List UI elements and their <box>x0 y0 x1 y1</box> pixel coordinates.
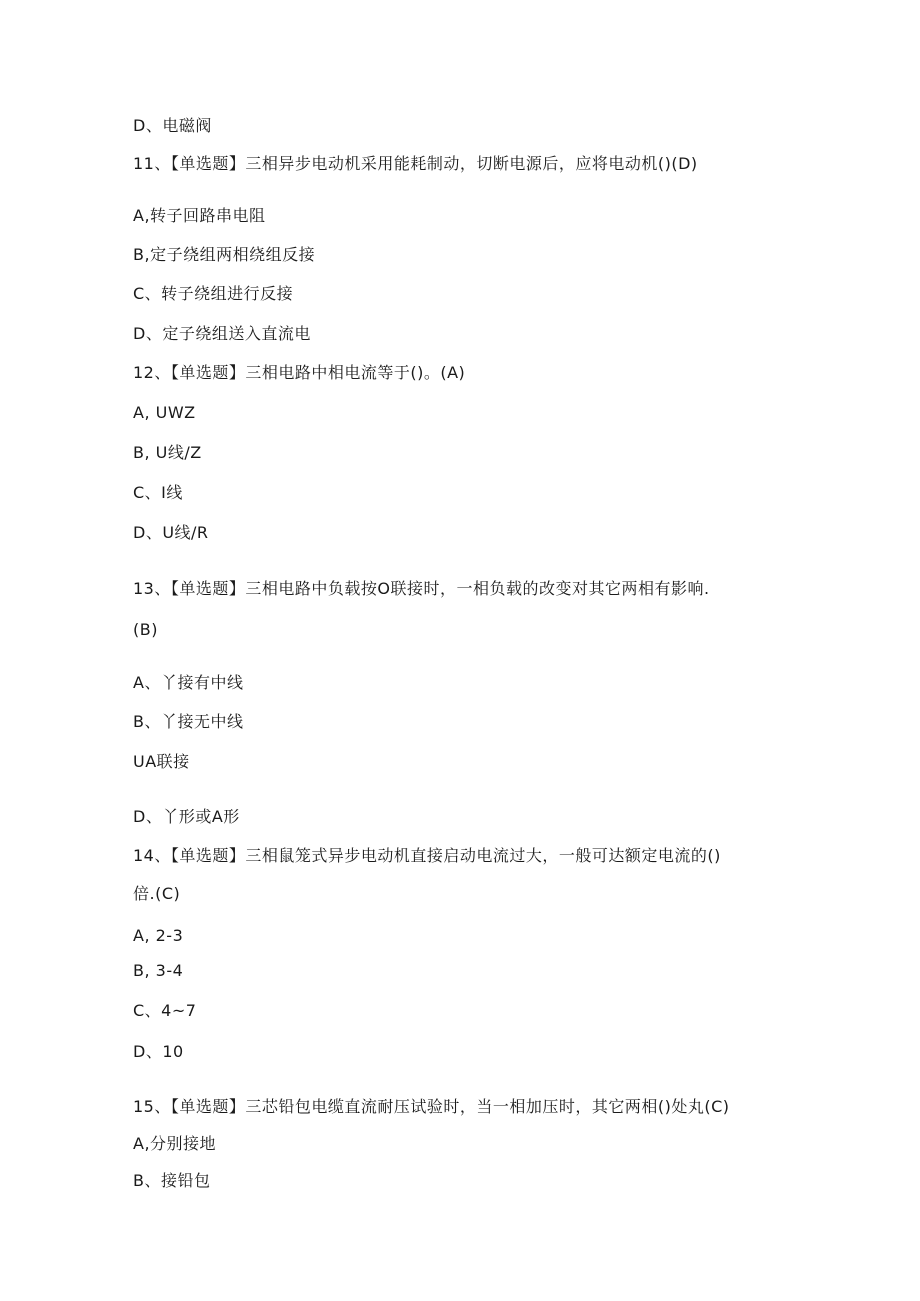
option-14-b: B, 3-4 <box>133 961 184 980</box>
question-12: 12、【单选题】三相电路中相电流等于()。(A) <box>133 363 466 382</box>
question-14: 14、【单选题】三相鼠笼式异步电动机直接启动电流过大，一般可达额定电流的() <box>133 846 721 865</box>
option-11-a: A,转子回路串电阻 <box>133 206 266 225</box>
option-12-d: D、U线/R <box>133 523 209 542</box>
option-14-d: D、10 <box>133 1042 184 1061</box>
option-12-a: A, UWZ <box>133 403 196 422</box>
option-15-a: A,分别接地 <box>133 1134 217 1153</box>
option-12-c: C、I线 <box>133 483 183 502</box>
question-13-answer: (B) <box>133 620 158 639</box>
question-14-cont: 倍.(C) <box>133 884 181 903</box>
option-13-c: UA联接 <box>133 752 190 771</box>
option-10-d: D、电磁阀 <box>133 116 212 135</box>
option-14-a: A, 2-3 <box>133 926 184 945</box>
question-13: 13、【单选题】三相电路中负载按O联接时，一相负载的改变对其它两相有影响. <box>133 579 710 598</box>
option-14-c: C、4~7 <box>133 1001 197 1020</box>
option-13-b: B、丫接无中线 <box>133 712 244 731</box>
option-11-b: B,定子绕组两相绕组反接 <box>133 245 316 264</box>
option-11-c: C、转子绕组进行反接 <box>133 284 294 303</box>
question-15: 15、【单选题】三芯铅包电缆直流耐压试验时，当一相加压时，其它两相()处丸(C) <box>133 1097 730 1116</box>
option-11-d: D、定子绕组送入直流电 <box>133 324 311 343</box>
option-12-b: B, U线/Z <box>133 443 202 462</box>
option-13-d: D、丫形或A形 <box>133 807 240 826</box>
option-13-a: A、丫接有中线 <box>133 673 244 692</box>
question-11: 11、【单选题】三相异步电动机采用能耗制动，切断电源后，应将电动机()(D) <box>133 154 698 173</box>
option-15-b: B、接铅包 <box>133 1171 211 1190</box>
